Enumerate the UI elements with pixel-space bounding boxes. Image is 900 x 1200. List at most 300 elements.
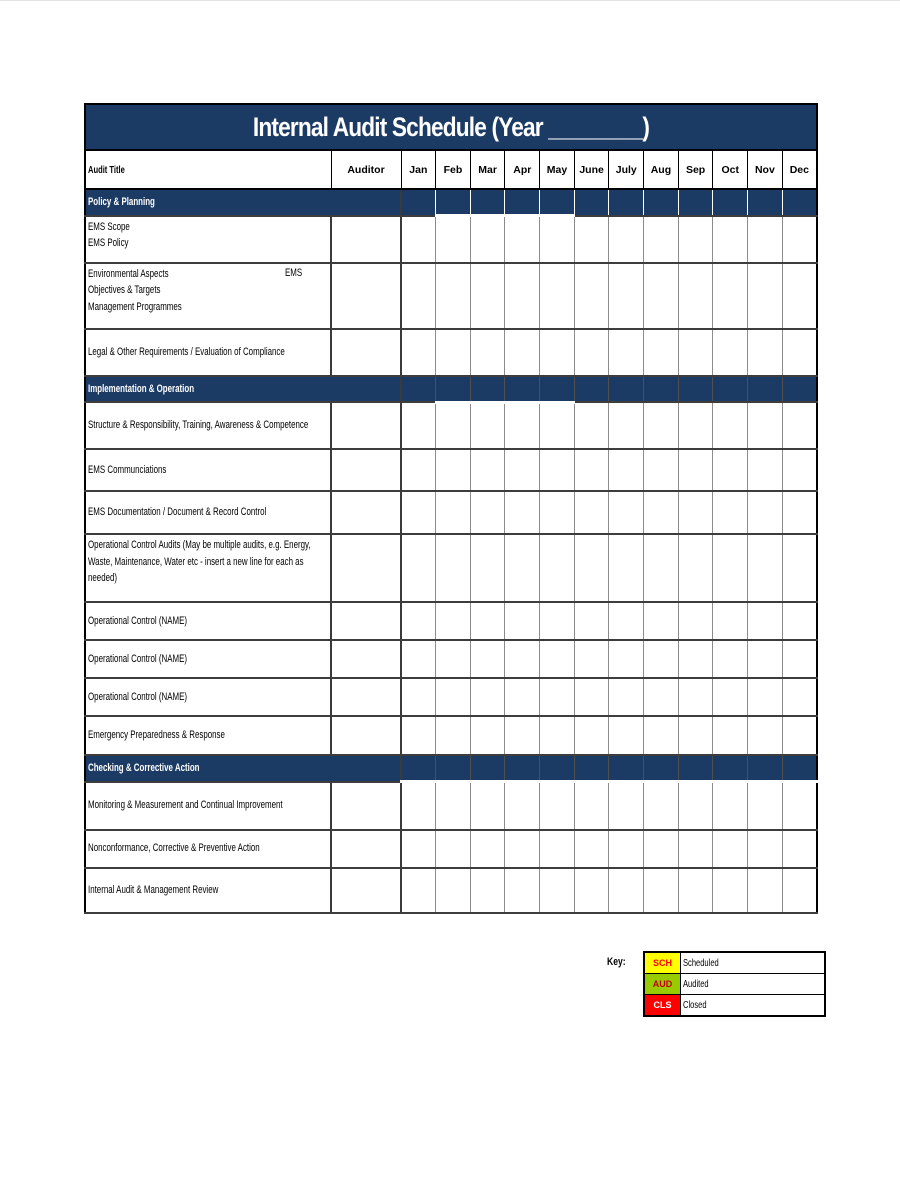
title-row <box>85 104 817 150</box>
month-cell-apr[interactable] <box>505 830 540 868</box>
month-cell-feb[interactable] <box>436 216 471 263</box>
month-cell-sep[interactable] <box>678 449 713 491</box>
month-cell-jan[interactable] <box>401 402 436 449</box>
month-cell-june[interactable] <box>574 263 609 329</box>
month-cell-jan[interactable] <box>401 449 436 491</box>
month-cell-aug[interactable] <box>644 491 679 534</box>
month-cell-feb[interactable] <box>436 402 471 449</box>
audit-title-text: Environmental Aspects <box>88 267 169 280</box>
section-month-cell <box>470 755 505 782</box>
month-cell-july[interactable] <box>609 640 644 678</box>
key-description <box>681 974 826 995</box>
month-cell-may[interactable] <box>540 491 575 534</box>
month-cell-may[interactable] <box>540 216 575 263</box>
month-cell-aug[interactable] <box>644 263 679 329</box>
month-cell-apr[interactable] <box>505 329 540 376</box>
month-cell-jan[interactable] <box>401 491 436 534</box>
month-cell-oct[interactable] <box>713 782 748 830</box>
month-cell-apr[interactable] <box>505 491 540 534</box>
column-header-jan: Jan <box>401 150 436 189</box>
section-month-cell <box>782 376 817 403</box>
audit-title-text: Nonconformance, Corrective & Preventive Action <box>88 842 260 855</box>
auditor-cell[interactable] <box>331 534 401 602</box>
month-cell-jan[interactable] <box>401 716 436 755</box>
month-cell-jan[interactable] <box>401 640 436 678</box>
month-cell-july[interactable] <box>609 402 644 449</box>
month-cell-june[interactable] <box>574 402 609 449</box>
month-cell-sep[interactable] <box>678 640 713 678</box>
section-month-cell <box>505 755 540 782</box>
month-cell-july[interactable] <box>609 329 644 376</box>
month-cell-aug[interactable] <box>644 216 679 263</box>
month-cell-sep[interactable] <box>678 782 713 830</box>
month-cell-dec[interactable] <box>782 602 817 640</box>
auditor-cell[interactable] <box>331 602 401 640</box>
month-cell-sep[interactable] <box>678 868 713 913</box>
section-month-cell <box>436 755 471 782</box>
section-month-cell <box>574 189 609 216</box>
month-cell-aug[interactable] <box>644 329 679 376</box>
month-cell-oct[interactable] <box>713 678 748 716</box>
section-month-cell <box>540 189 575 216</box>
audit-title-cell <box>85 329 331 376</box>
audit-row <box>85 830 817 868</box>
month-cell-feb[interactable] <box>436 782 471 830</box>
month-cell-sep[interactable] <box>678 534 713 602</box>
audit-title-text: Operational Control Audits (May be multiple audits, e.g. Energy, Waste, Maintenance, Water etc - insert a new line for each as needed) <box>88 539 311 584</box>
month-cell-oct[interactable] <box>713 868 748 913</box>
month-cell-july[interactable] <box>609 534 644 602</box>
section-month-cell <box>540 755 575 782</box>
section-row-checking-corrective-action <box>85 755 817 782</box>
section-month-cell <box>678 755 713 782</box>
month-cell-may[interactable] <box>540 716 575 755</box>
section-month-cell <box>678 189 713 216</box>
month-cell-july[interactable] <box>609 678 644 716</box>
month-cell-july[interactable] <box>609 216 644 263</box>
month-cell-oct[interactable] <box>713 491 748 534</box>
month-cell-may[interactable] <box>540 402 575 449</box>
month-cell-oct[interactable] <box>713 716 748 755</box>
month-cell-nov[interactable] <box>748 868 783 913</box>
audit-title-text: EMS Policy <box>88 237 129 249</box>
month-cell-may[interactable] <box>540 640 575 678</box>
audit-row <box>85 491 817 534</box>
month-cell-june[interactable] <box>574 449 609 491</box>
section-month-cell <box>574 755 609 782</box>
month-cell-july[interactable] <box>609 491 644 534</box>
auditor-cell[interactable] <box>331 491 401 534</box>
month-cell-july[interactable] <box>609 830 644 868</box>
month-cell-jan[interactable] <box>401 329 436 376</box>
month-cell-aug[interactable] <box>644 402 679 449</box>
column-header-june: June <box>574 150 609 189</box>
key-row-sch <box>644 952 825 974</box>
key-description-label: Closed <box>683 999 707 1011</box>
audit-title-text: Structure & Responsibility, Training, Awareness & Competence <box>88 419 309 432</box>
column-header-audit-title <box>85 150 331 189</box>
column-header-sep: Sep <box>678 150 713 189</box>
month-cell-july[interactable] <box>609 263 644 329</box>
month-cell-nov[interactable] <box>748 491 783 534</box>
month-cell-feb[interactable] <box>436 329 471 376</box>
section-month-cell <box>609 189 644 216</box>
month-cell-dec[interactable] <box>782 534 817 602</box>
audit-title-cell <box>85 216 331 263</box>
audit-title-cell <box>85 263 331 329</box>
audit-title-cell <box>85 678 331 716</box>
column-header-nov: Nov <box>748 150 783 189</box>
auditor-cell[interactable] <box>331 782 401 830</box>
audit-title-text: EMS Scope <box>88 220 130 233</box>
month-cell-mar[interactable] <box>470 491 505 534</box>
month-cell-nov[interactable] <box>748 830 783 868</box>
audit-title-text: Internal Audit & Management Review <box>88 883 219 896</box>
month-cell-apr[interactable] <box>505 534 540 602</box>
month-cell-nov[interactable] <box>748 402 783 449</box>
section-title-label: Implementation & Operation <box>88 382 195 395</box>
month-cell-apr[interactable] <box>505 449 540 491</box>
month-cell-dec[interactable] <box>782 449 817 491</box>
column-header-may: May <box>540 150 575 189</box>
month-cell-dec[interactable] <box>782 402 817 449</box>
month-cell-mar[interactable] <box>470 329 505 376</box>
month-cell-jan[interactable] <box>401 782 436 830</box>
audit-title-cell <box>85 491 331 534</box>
audit-row <box>85 329 817 376</box>
month-cell-june[interactable] <box>574 216 609 263</box>
month-cell-mar[interactable] <box>470 830 505 868</box>
audit-title-text: Management Programmes <box>88 300 182 313</box>
column-header-apr: Apr <box>505 150 540 189</box>
month-cell-apr[interactable] <box>505 402 540 449</box>
month-cell-mar[interactable] <box>470 263 505 329</box>
key-description-label: Scheduled <box>683 957 719 969</box>
month-cell-mar[interactable] <box>470 868 505 913</box>
month-cell-dec[interactable] <box>782 678 817 716</box>
month-cell-jan[interactable] <box>401 602 436 640</box>
month-cell-oct[interactable] <box>713 402 748 449</box>
month-cell-jan[interactable] <box>401 263 436 329</box>
month-cell-aug[interactable] <box>644 534 679 602</box>
month-cell-mar[interactable] <box>470 534 505 602</box>
month-cell-nov[interactable] <box>748 602 783 640</box>
month-cell-june[interactable] <box>574 640 609 678</box>
column-header-aug: Aug <box>644 150 679 189</box>
section-month-cell <box>782 755 817 782</box>
month-cell-feb[interactable] <box>436 602 471 640</box>
audit-title-cell <box>85 402 331 449</box>
section-month-cell <box>713 755 748 782</box>
month-cell-dec[interactable] <box>782 329 817 376</box>
month-cell-feb[interactable] <box>436 868 471 913</box>
audit-title-cell <box>85 534 331 602</box>
month-cell-sep[interactable] <box>678 678 713 716</box>
key-swatch-sch: SCH <box>644 952 681 974</box>
month-cell-dec[interactable] <box>782 830 817 868</box>
section-month-cell <box>436 376 471 403</box>
month-cell-june[interactable] <box>574 678 609 716</box>
key-description <box>681 995 826 1017</box>
month-cell-feb[interactable] <box>436 678 471 716</box>
month-cell-apr[interactable] <box>505 782 540 830</box>
audit-title-text: Legal & Other Requirements / Evaluation of Compliance <box>88 345 285 358</box>
month-cell-june[interactable] <box>574 491 609 534</box>
month-cell-nov[interactable] <box>748 640 783 678</box>
section-row-policy-planning <box>85 189 817 216</box>
month-cell-dec[interactable] <box>782 640 817 678</box>
audit-row <box>85 602 817 640</box>
month-cell-june[interactable] <box>574 716 609 755</box>
month-cell-aug[interactable] <box>644 678 679 716</box>
audit-title-cell <box>85 449 331 491</box>
audit-row <box>85 716 817 755</box>
auditor-cell[interactable] <box>331 216 401 263</box>
audit-row <box>85 263 817 329</box>
audit-row <box>85 449 817 491</box>
month-cell-mar[interactable] <box>470 782 505 830</box>
column-header-label: Audit Title <box>88 163 125 176</box>
month-cell-july[interactable] <box>609 449 644 491</box>
month-cell-may[interactable] <box>540 602 575 640</box>
header-row <box>85 150 817 189</box>
section-month-cell <box>644 376 679 403</box>
month-cell-oct[interactable] <box>713 216 748 263</box>
month-cell-apr[interactable] <box>505 263 540 329</box>
month-cell-dec[interactable] <box>782 216 817 263</box>
month-cell-june[interactable] <box>574 329 609 376</box>
month-cell-oct[interactable] <box>713 534 748 602</box>
month-cell-dec[interactable] <box>782 491 817 534</box>
month-cell-may[interactable] <box>540 534 575 602</box>
month-cell-june[interactable] <box>574 830 609 868</box>
month-cell-aug[interactable] <box>644 449 679 491</box>
month-cell-aug[interactable] <box>644 830 679 868</box>
month-cell-june[interactable] <box>574 782 609 830</box>
audit-title-text: Emergency Preparedness & Response <box>88 729 225 742</box>
section-month-cell <box>540 376 575 403</box>
audit-title-text: Objectives & Targets <box>88 284 161 296</box>
auditor-cell[interactable] <box>331 263 401 329</box>
page-top-divider <box>0 0 900 1</box>
month-cell-mar[interactable] <box>470 216 505 263</box>
key-swatch-cls: CLS <box>644 995 681 1017</box>
key-row-cls <box>644 995 825 1017</box>
month-cell-aug[interactable] <box>644 716 679 755</box>
month-cell-nov[interactable] <box>748 716 783 755</box>
column-header-feb: Feb <box>436 150 471 189</box>
month-cell-jan[interactable] <box>401 678 436 716</box>
month-cell-july[interactable] <box>609 782 644 830</box>
month-cell-may[interactable] <box>540 868 575 913</box>
month-cell-sep[interactable] <box>678 263 713 329</box>
section-month-cell <box>782 189 817 216</box>
title-bar <box>85 104 817 150</box>
month-cell-oct[interactable] <box>713 830 748 868</box>
month-cell-june[interactable] <box>574 534 609 602</box>
month-cell-may[interactable] <box>540 830 575 868</box>
key-table <box>643 951 826 1017</box>
month-cell-oct[interactable] <box>713 640 748 678</box>
month-cell-dec[interactable] <box>782 868 817 913</box>
section-month-cell <box>401 189 436 216</box>
section-month-cell <box>644 189 679 216</box>
month-cell-apr[interactable] <box>505 640 540 678</box>
month-cell-aug[interactable] <box>644 602 679 640</box>
section-month-cell <box>748 189 783 216</box>
month-cell-oct[interactable] <box>713 449 748 491</box>
month-cell-may[interactable] <box>540 678 575 716</box>
auditor-cell[interactable] <box>331 716 401 755</box>
section-title-label: Checking & Corrective Action <box>88 762 200 775</box>
section-month-cell <box>678 376 713 403</box>
month-cell-jan[interactable] <box>401 534 436 602</box>
month-cell-mar[interactable] <box>470 449 505 491</box>
audit-row <box>85 216 817 263</box>
section-month-cell <box>436 189 471 216</box>
section-month-cell <box>505 376 540 403</box>
audit-title-text: Monitoring & Measurement and Continual Improvement <box>88 799 283 812</box>
audit-row <box>85 678 817 716</box>
month-cell-may[interactable] <box>540 329 575 376</box>
month-cell-june[interactable] <box>574 602 609 640</box>
month-cell-feb[interactable] <box>436 263 471 329</box>
month-cell-sep[interactable] <box>678 716 713 755</box>
section-month-cell <box>748 755 783 782</box>
auditor-cell[interactable] <box>331 678 401 716</box>
month-cell-oct[interactable] <box>713 329 748 376</box>
inline-note <box>285 267 309 279</box>
key-swatch-aud: AUD <box>644 974 681 995</box>
audit-row <box>85 868 817 913</box>
section-month-cell <box>748 376 783 403</box>
month-cell-june[interactable] <box>574 868 609 913</box>
month-cell-aug[interactable] <box>644 868 679 913</box>
month-cell-sep[interactable] <box>678 602 713 640</box>
audit-row <box>85 402 817 449</box>
audit-row <box>85 640 817 678</box>
month-cell-feb[interactable] <box>436 534 471 602</box>
section-month-cell <box>505 189 540 216</box>
section-month-cell <box>401 376 436 403</box>
month-cell-feb[interactable] <box>436 449 471 491</box>
section-header <box>85 376 401 403</box>
key-label: Key: <box>607 956 626 968</box>
month-cell-nov[interactable] <box>748 782 783 830</box>
month-cell-feb[interactable] <box>436 830 471 868</box>
audit-title-text: Operational Control (NAME) <box>88 614 188 627</box>
month-cell-nov[interactable] <box>748 678 783 716</box>
key-table-body <box>644 952 825 1016</box>
month-cell-apr[interactable] <box>505 716 540 755</box>
month-cell-oct[interactable] <box>713 602 748 640</box>
month-cell-sep[interactable] <box>678 216 713 263</box>
section-header <box>85 189 401 216</box>
month-cell-july[interactable] <box>609 868 644 913</box>
month-cell-mar[interactable] <box>470 402 505 449</box>
month-cell-may[interactable] <box>540 449 575 491</box>
key-description-label: Audited <box>683 978 709 990</box>
month-cell-apr[interactable] <box>505 868 540 913</box>
month-cell-sep[interactable] <box>678 491 713 534</box>
month-cell-mar[interactable] <box>470 716 505 755</box>
section-month-cell <box>470 376 505 403</box>
month-cell-feb[interactable] <box>436 716 471 755</box>
inline-note-ems: EMS <box>285 266 303 279</box>
auditor-cell[interactable] <box>331 449 401 491</box>
auditor-cell[interactable] <box>331 329 401 376</box>
page-title: Internal Audit Schedule (Year ________) <box>252 111 650 142</box>
section-month-cell <box>609 376 644 403</box>
month-cell-apr[interactable] <box>505 678 540 716</box>
audit-title-cell <box>85 716 331 755</box>
month-cell-jan[interactable] <box>401 868 436 913</box>
month-cell-may[interactable] <box>540 263 575 329</box>
month-cell-mar[interactable] <box>470 640 505 678</box>
month-cell-apr[interactable] <box>505 216 540 263</box>
month-cell-july[interactable] <box>609 602 644 640</box>
month-cell-nov[interactable] <box>748 534 783 602</box>
month-cell-aug[interactable] <box>644 640 679 678</box>
audit-title-cell <box>85 830 331 868</box>
month-cell-dec[interactable] <box>782 263 817 329</box>
month-cell-nov[interactable] <box>748 216 783 263</box>
audit-title-cell <box>85 640 331 678</box>
audit-title-text: EMS Communciations <box>88 463 167 476</box>
section-month-cell <box>470 189 505 216</box>
month-cell-mar[interactable] <box>470 678 505 716</box>
section-month-cell <box>713 189 748 216</box>
month-cell-july[interactable] <box>609 716 644 755</box>
month-cell-mar[interactable] <box>470 602 505 640</box>
audit-title-cell <box>85 868 331 913</box>
auditor-cell[interactable] <box>331 868 401 913</box>
month-cell-oct[interactable] <box>713 263 748 329</box>
month-cell-nov[interactable] <box>748 449 783 491</box>
audit-title-text: Operational Control (NAME) <box>88 690 188 703</box>
month-cell-dec[interactable] <box>782 716 817 755</box>
audit-title-text: EMS Documentation / Document & Record Control <box>88 506 267 519</box>
section-month-cell <box>713 376 748 403</box>
section-title-label: Policy & Planning <box>88 196 155 209</box>
month-cell-jan[interactable] <box>401 830 436 868</box>
month-cell-nov[interactable] <box>748 329 783 376</box>
audit-row <box>85 782 817 830</box>
auditor-cell[interactable] <box>331 830 401 868</box>
audit-row <box>85 534 817 602</box>
section-month-cell <box>644 755 679 782</box>
month-cell-jan[interactable] <box>401 216 436 263</box>
month-cell-may[interactable] <box>540 782 575 830</box>
month-cell-feb[interactable] <box>436 640 471 678</box>
audit-schedule-table <box>84 103 818 914</box>
month-cell-aug[interactable] <box>644 782 679 830</box>
month-cell-sep[interactable] <box>678 329 713 376</box>
month-cell-apr[interactable] <box>505 602 540 640</box>
month-cell-feb[interactable] <box>436 491 471 534</box>
month-cell-nov[interactable] <box>748 263 783 329</box>
audit-title-cell <box>85 602 331 640</box>
auditor-cell[interactable] <box>331 402 401 449</box>
key-row-aud <box>644 974 825 995</box>
month-cell-dec[interactable] <box>782 782 817 830</box>
month-cell-sep[interactable] <box>678 402 713 449</box>
section-row-implementation-operation <box>85 376 817 403</box>
month-cell-sep[interactable] <box>678 830 713 868</box>
column-header-oct: Oct <box>713 150 748 189</box>
column-header-july: July <box>609 150 644 189</box>
auditor-cell[interactable] <box>331 640 401 678</box>
